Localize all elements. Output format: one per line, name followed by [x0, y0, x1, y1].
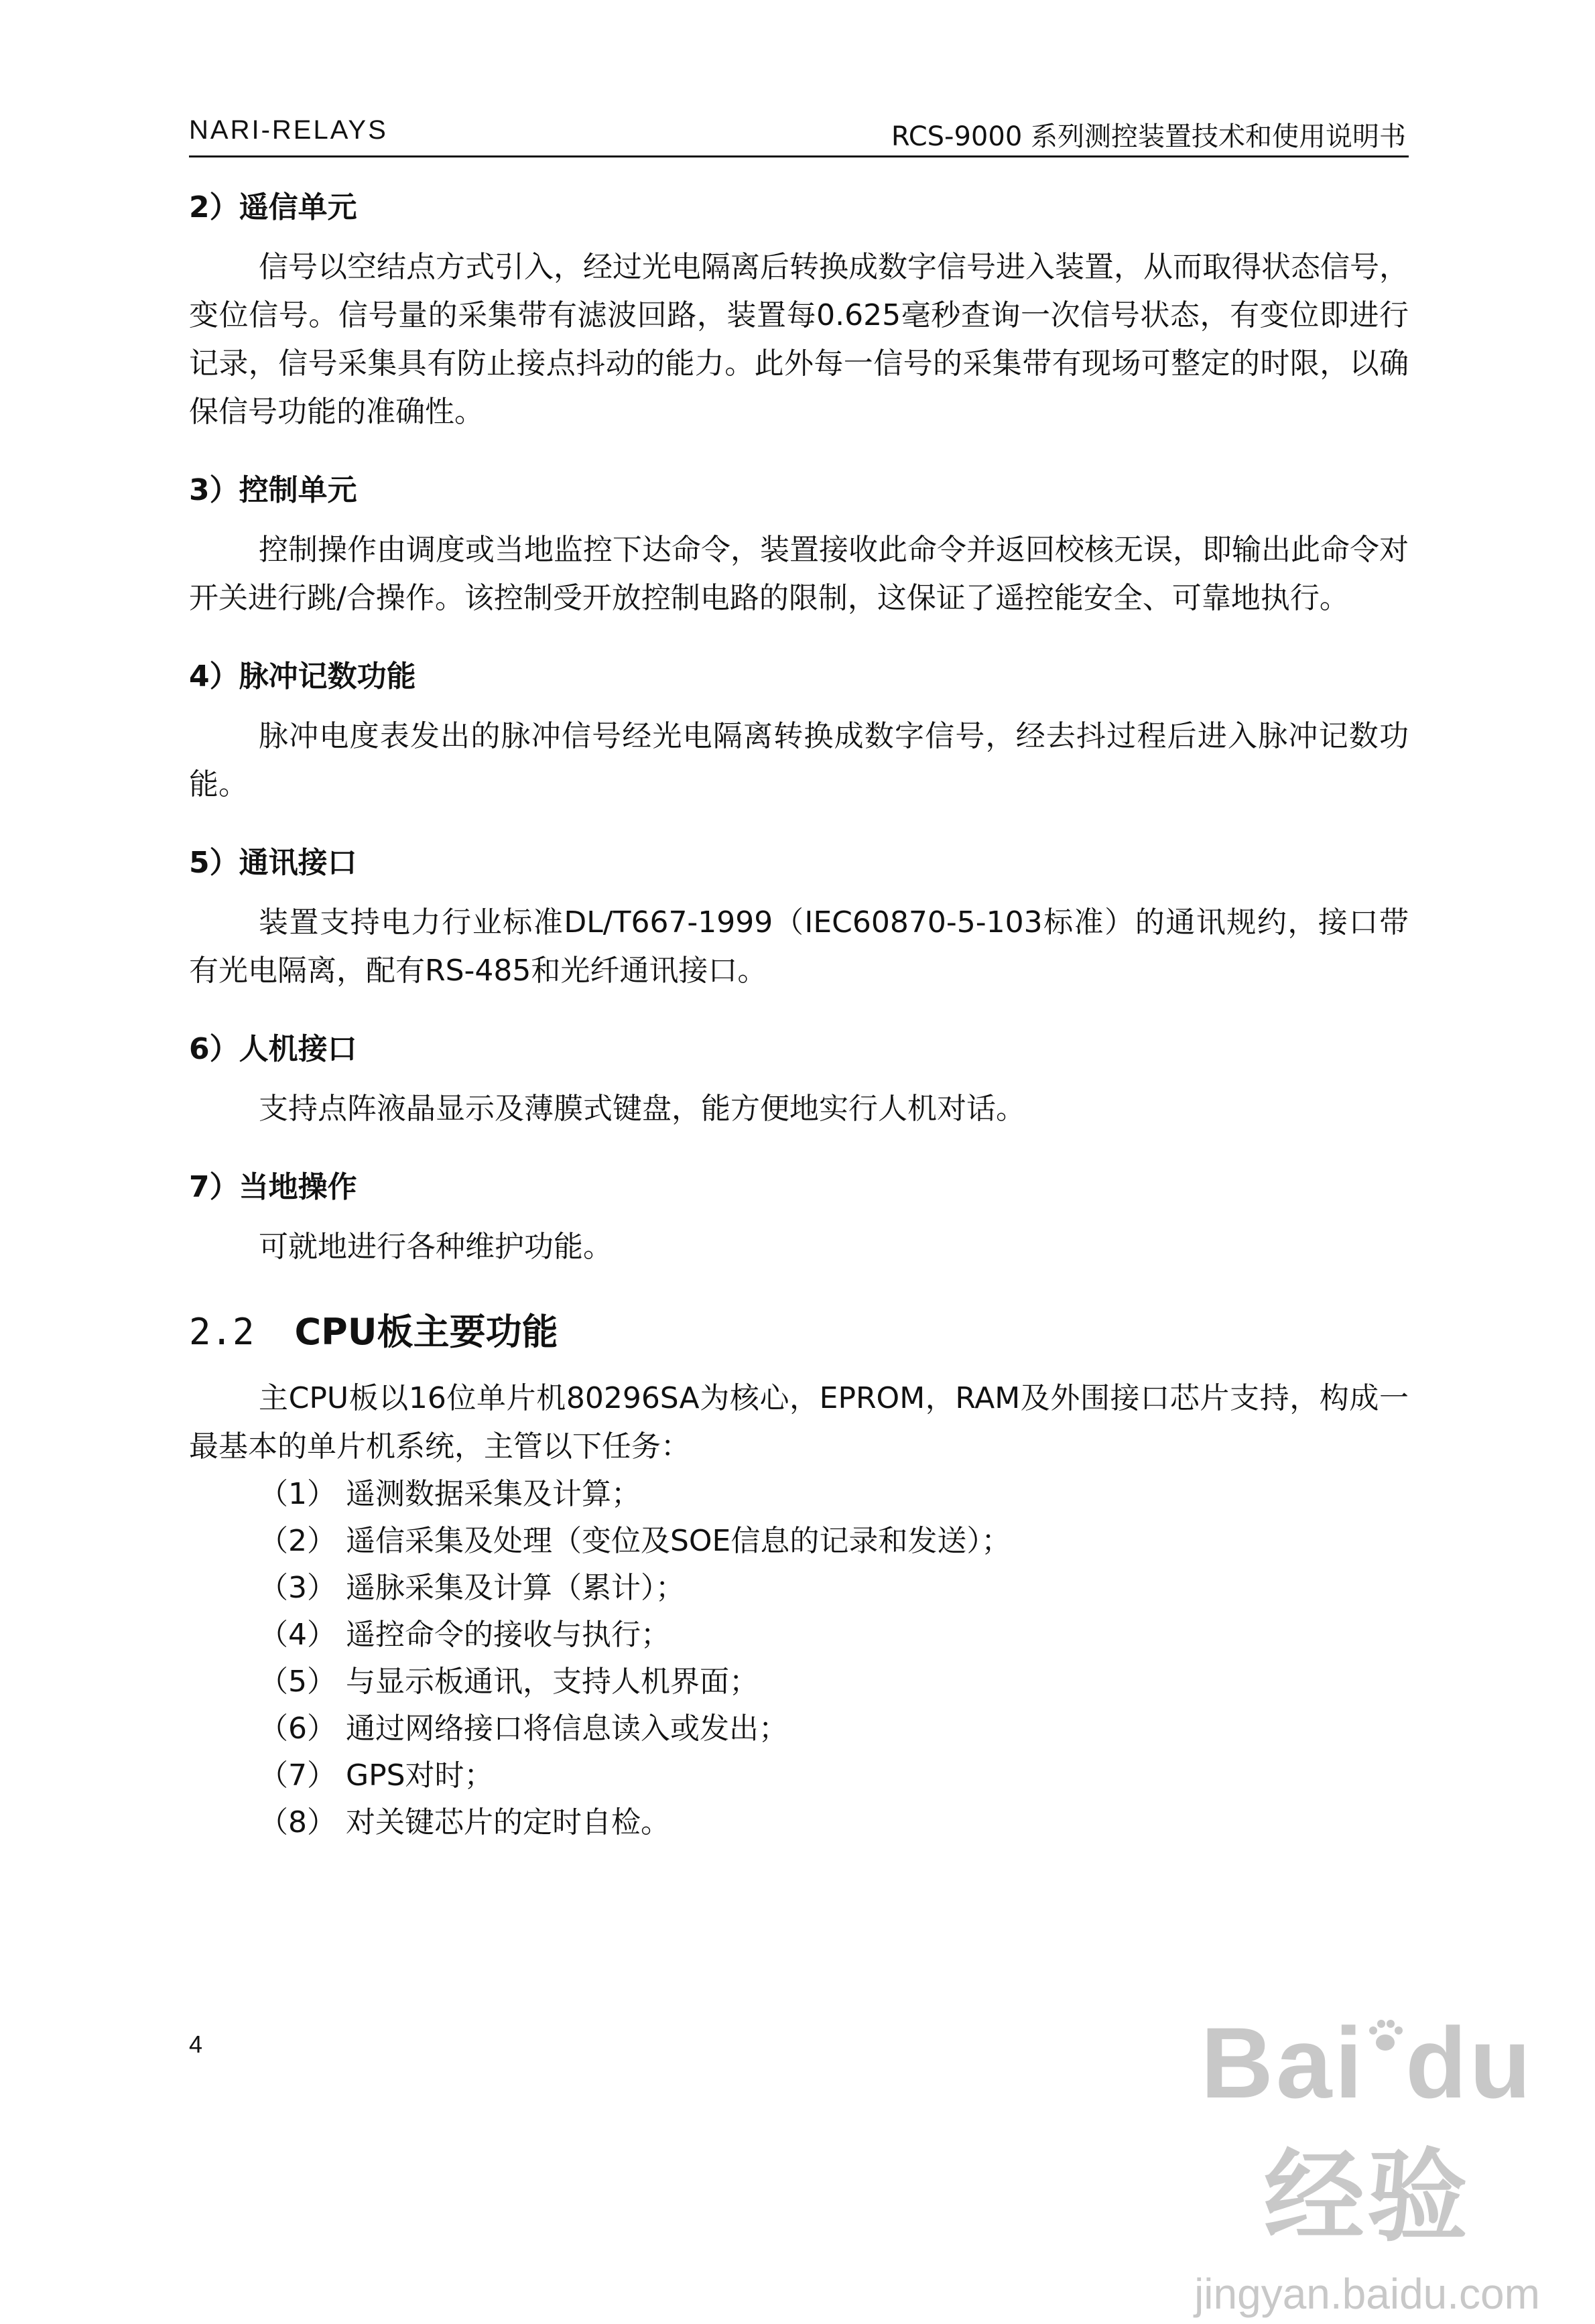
watermark-logo — [1179, 1996, 1555, 2264]
cpu-section-number: 2.2 — [189, 1311, 255, 1353]
section-remote-signal — [189, 184, 1409, 436]
page-content — [189, 184, 1409, 1846]
section-title: 7）当地操作 — [189, 1170, 357, 1204]
section-paragraph: 信号以空结点方式引入，经过光电隔离后转换成数字信号进入装置，从而取得状态信号，变位信号。信号量的采集带有滤波回路，装置每0.625毫秒查询一次信号状态，有变位即进行记录，信号采集具有防止接点抖动的能力。此外每一信号的采集带有现场可整定的时限，以确保信号功能的准确性。 — [189, 250, 1409, 429]
baidu-jingyan-watermark — [1179, 1996, 1555, 2318]
watermark-logo-cn: 经验 — [1263, 2140, 1470, 2253]
page-number: 4 — [189, 2030, 203, 2058]
watermark-url: jingyan.baidu.com — [1194, 2270, 1540, 2318]
watermark-logo-text: Bai — [1200, 2006, 1366, 2119]
section-title: 3）控制单元 — [189, 473, 357, 507]
section-title: 4）脉冲记数功能 — [189, 659, 416, 694]
list-item: （2） 遥信采集及处理（变位及SOE信息的记录和发送）； — [259, 1524, 1011, 1558]
section-paragraph: 装置支持电力行业标准DL/T667-1999（IEC60870-5-103标准）的通讯规约，接口带有光电隔离，配有RS-485和光纤通讯接口。 — [189, 905, 1409, 988]
section-title: 6）人机接口 — [189, 1032, 357, 1066]
cpu-section-heading — [189, 1302, 1409, 1362]
watermark-logo-text2: du — [1405, 2006, 1534, 2119]
list-item: （7） GPS对时； — [259, 1758, 494, 1793]
section-hmi — [189, 1026, 1409, 1133]
section-control-unit — [189, 467, 1409, 623]
section-paragraph: 可就地进行各种维护功能。 — [259, 1230, 613, 1264]
cpu-task-list — [189, 1471, 1409, 1846]
list-item: （6） 通过网络接口将信息读入或发出； — [259, 1712, 788, 1746]
list-item: （8） 对关键芯片的定时自检。 — [259, 1805, 670, 1839]
header-doc-title: RCS-9000 系列测控装置技术和使用说明书 — [891, 121, 1406, 152]
section-paragraph: 支持点阵液晶显示及薄膜式键盘，能方便地实行人机对话。 — [259, 1092, 1025, 1126]
list-item: （5） 与显示板通讯，支持人机界面； — [259, 1665, 759, 1699]
list-item: （4） 遥控命令的接收与执行； — [259, 1618, 670, 1652]
header-divider — [189, 155, 1409, 157]
section-title: 5）通讯接口 — [189, 846, 357, 880]
section-pulse-count — [189, 653, 1409, 809]
section-comm-interface — [189, 840, 1409, 995]
paw-icon — [1365, 2016, 1405, 2056]
cpu-section-title: CPU板主要功能 — [294, 1311, 558, 1353]
header-brand: NARI-RELAYS — [189, 115, 388, 145]
section-title: 2）遥信单元 — [189, 190, 357, 224]
section-local-operation — [189, 1164, 1409, 1271]
section-paragraph: 脉冲电度表发出的脉冲信号经光电隔离转换成数字信号，经去抖过程后进入脉冲记数功能。 — [189, 719, 1409, 801]
section-paragraph: 控制操作由调度或当地监控下达命令，装置接收此命令并返回校核无误，即输出此命令对开关进行跳/合操作。该控制受开放控制电路的限制，这保证了遥控能安全、可靠地执行。 — [189, 533, 1409, 615]
list-item: （1） 遥测数据采集及计算； — [259, 1477, 641, 1511]
cpu-section-intro: 主CPU板以16位单片机80296SA为核心，EPROM，RAM及外围接口芯片支持，构成一最基本的单片机系统，主管以下任务： — [189, 1381, 1409, 1464]
list-item: （3） 遥脉采集及计算（累计）； — [259, 1571, 685, 1605]
